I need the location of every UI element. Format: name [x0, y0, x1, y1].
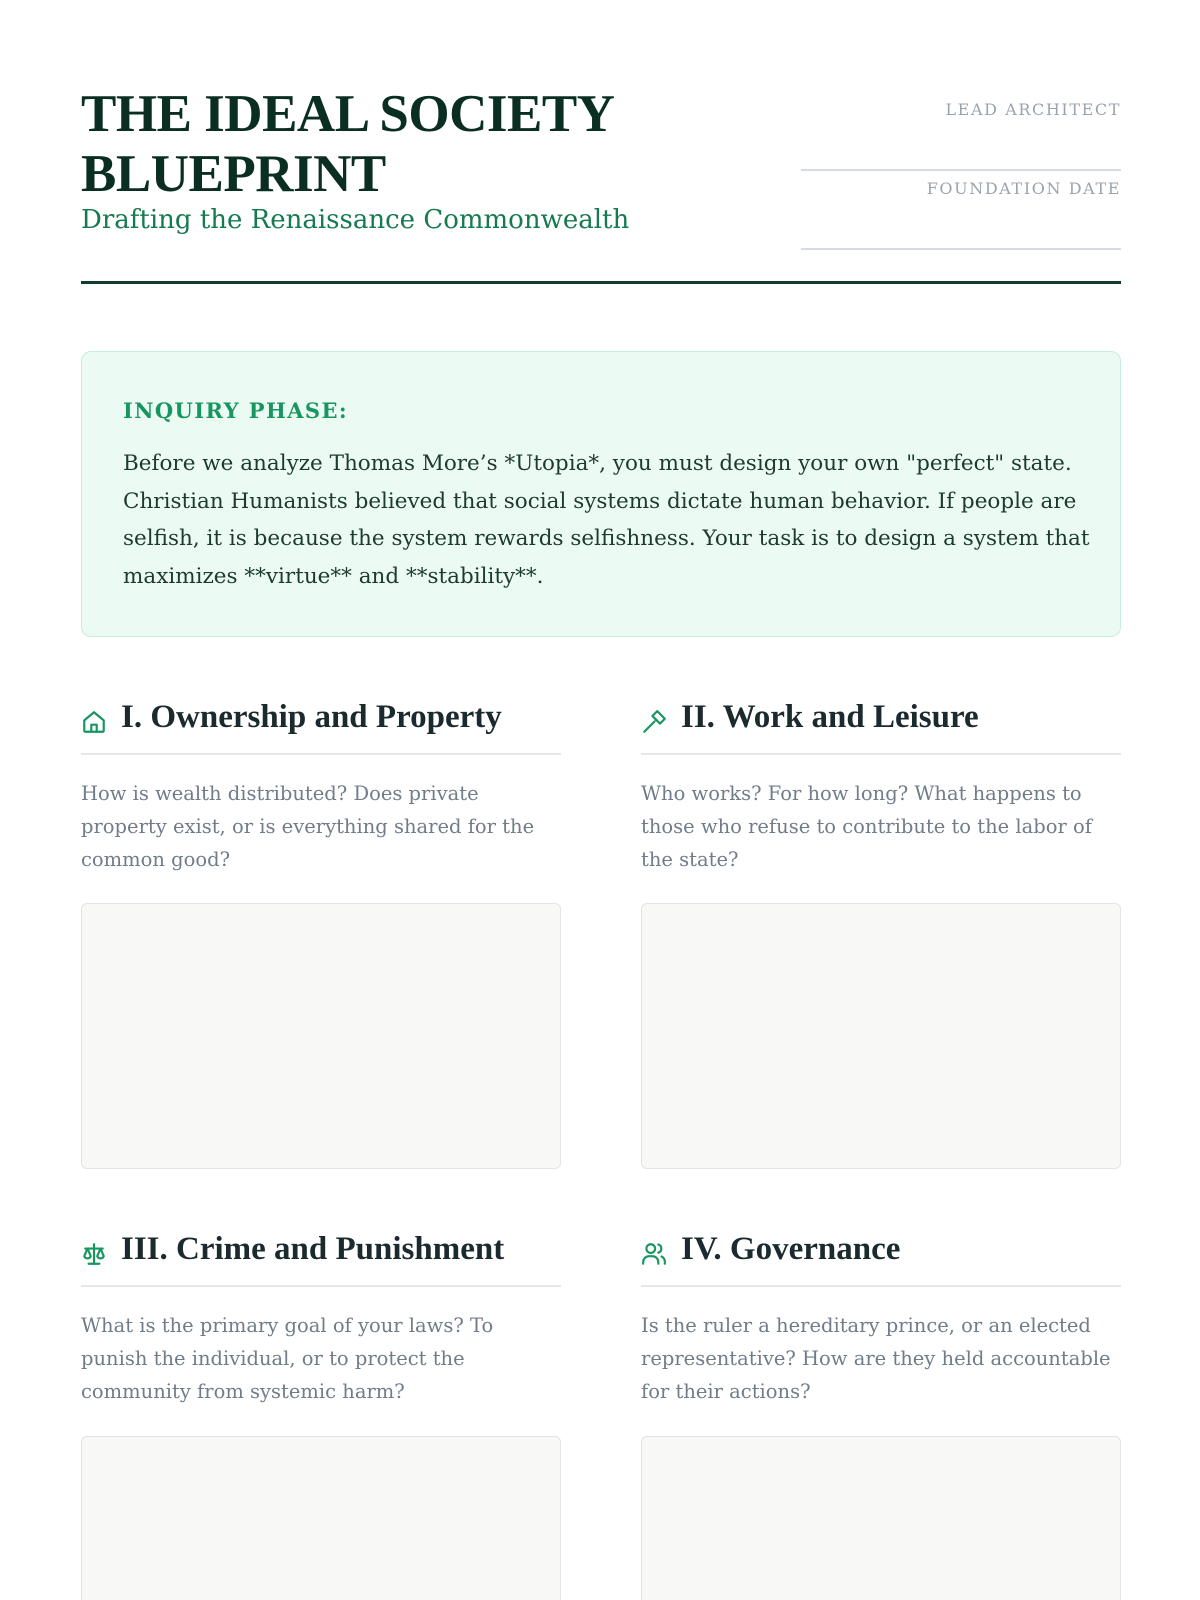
lead-architect-field[interactable] — [801, 92, 1121, 171]
foundation-date-field[interactable] — [801, 171, 1121, 250]
section-header — [81, 1231, 561, 1287]
foundation-date-label: FOUNDATION DATE — [926, 179, 1121, 198]
inquiry-label: INQUIRY PHASE: — [123, 398, 349, 423]
section-question: Who works? For how long? What happens to those who refuse to contribute to the labor of the state? — [641, 782, 1092, 871]
section-question: Is the ruler a hereditary prince, or an elected representative? How are they held accountable for their actions? — [641, 1314, 1111, 1403]
page-subtitle: Drafting the Renaissance Commonwealth — [81, 205, 630, 235]
crime-answer-input[interactable] — [81, 1436, 561, 1600]
section-title: IV. Governance — [681, 1231, 901, 1267]
scales-icon — [81, 1241, 107, 1267]
section-crime — [81, 1231, 561, 1408]
section-ownership — [81, 699, 561, 876]
section-question: How is wealth distributed? Does private property exist, or is everything shared for the common good? — [81, 782, 535, 871]
ownership-answer-input[interactable] — [81, 903, 561, 1169]
worksheet-page — [81, 0, 1121, 1600]
section-title: III. Crime and Punishment — [121, 1231, 505, 1267]
inquiry-box — [81, 351, 1121, 637]
inquiry-text: Before we analyze Thomas More’s *Utopia*, you must design your own "perfect" state. Christian Humanists believed that social systems dictate human behavior. If people are selfish, it is because the system rewards selfishness. Your task is to design a system that maximizes **virtue** and **stability**. — [123, 451, 1090, 589]
section-question: What is the primary goal of your laws? To punish the individual, or to protect the community from systemic harm? — [81, 1314, 494, 1403]
home-icon — [81, 709, 107, 735]
users-icon — [641, 1241, 667, 1267]
work-answer-input[interactable] — [641, 903, 1121, 1169]
meta-fields — [801, 92, 1121, 250]
hammer-icon — [641, 709, 667, 735]
section-header — [81, 699, 561, 755]
section-work — [641, 699, 1121, 876]
section-title: II. Work and Leisure — [681, 699, 979, 735]
section-header — [641, 1231, 1121, 1287]
section-header — [641, 699, 1121, 755]
section-title: I. Ownership and Property — [121, 699, 502, 735]
page-title: THE IDEAL SOCIETY BLUEPRINT — [81, 85, 613, 203]
lead-architect-label: LEAD ARCHITECT — [945, 100, 1121, 119]
section-governance — [641, 1231, 1121, 1408]
header — [81, 0, 1121, 284]
governance-answer-input[interactable] — [641, 1436, 1121, 1600]
